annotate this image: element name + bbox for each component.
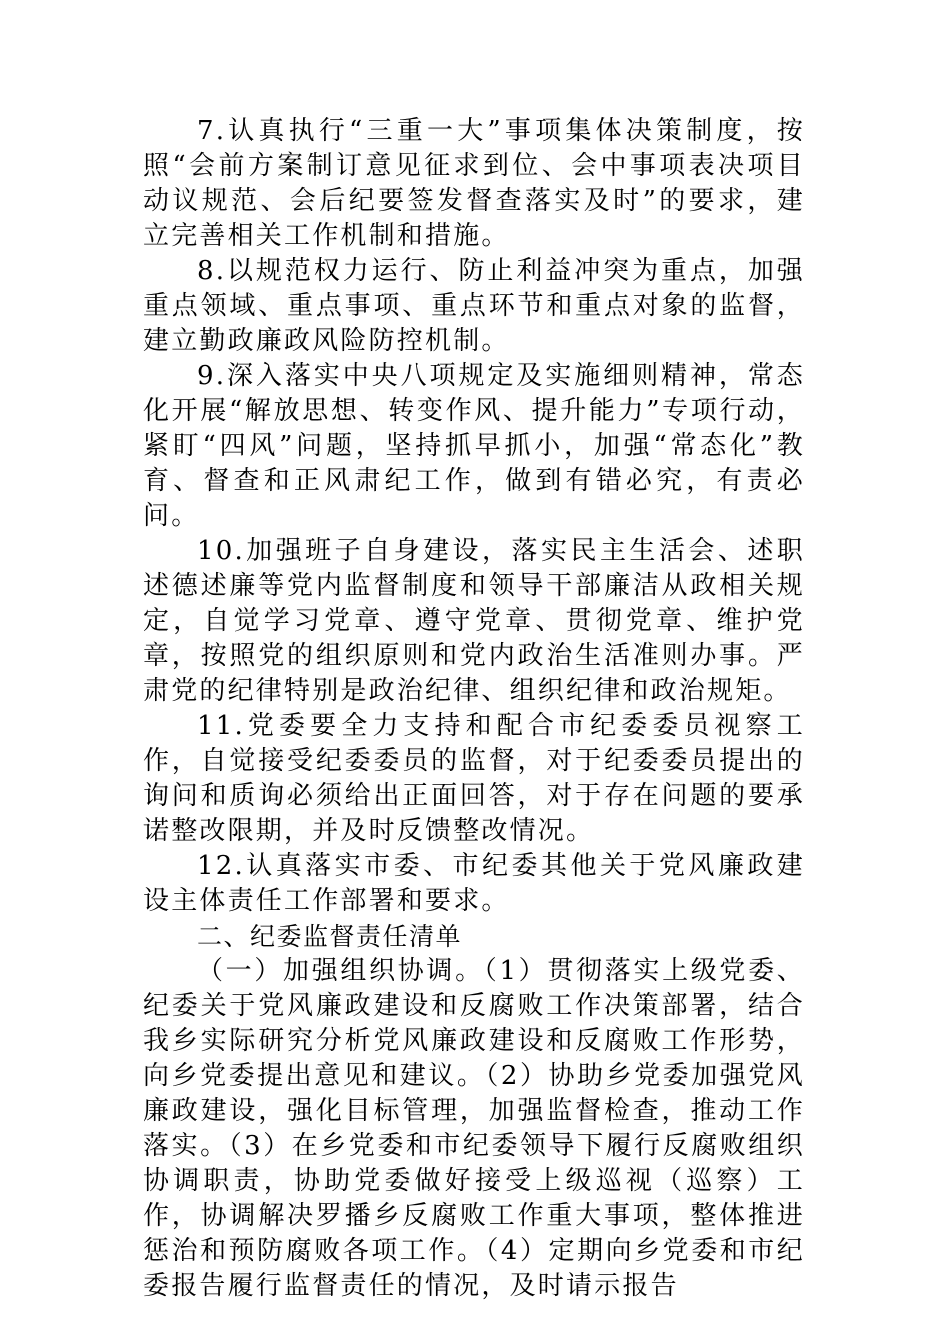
- paragraph-item-10: 10.加强班子自身建设，落实民主生活会、述职述德述廉等党内监督制度和领导干部廉洁从政相关规定，自觉学习党章、遵守党章、贯彻党章、维护党章，按照党的组织原则和党内政治生活准则办事。严肃党的纪律特别是政治纪律、组织纪律和政治规矩。: [143, 536, 805, 706]
- section-paragraph: （一）加强组织协调。（1）贯彻落实上级党委、纪委关于党风廉政建设和反腐败工作决策部署，结合我乡实际研究分析党风廉政建设和反腐败工作形势，向乡党委提出意见和建议。（2）协助乡党委加强党风廉政建设，强化目标管理，加强监督检查，推动工作落实。（3）在乡党委和市纪委领导下履行反腐败组织协调职责，协助党委做好接受上级巡视（巡察）工作，协调解决罗播乡反腐败工作重大事项，整体推进惩治和预防腐败各项工作。（4）定期向乡党委和市纪委报告履行监督责任的情况，及时请示报告: [143, 956, 805, 1301]
- document-body: [143, 114, 805, 1304]
- paragraph-item-9: 9.深入落实中央八项规定及实施细则精神，常态化开展“解放思想、转变作风、提升能力”专项行动，紧盯“四风”问题，坚持抓早抓小，加强“常态化”教育、督查和正风肃纪工作，做到有错必究，有责必问。: [143, 361, 805, 531]
- paragraph-item-11: 11.党委要全力支持和配合市纪委委员视察工作，自觉接受纪委委员的监督，对于纪委委员提出的询问和质询必须给出正面回答，对于存在问题的要承诺整改限期，并及时反馈整改情况。: [143, 711, 805, 846]
- paragraph-item-7: 7.认真执行“三重一大”事项集体决策制度，按照“会前方案制订意见征求到位、会中事项表决项目动议规范、会后纪要签发督查落实及时”的要求，建立完善相关工作机制和措施。: [143, 116, 805, 251]
- paragraph-item-8: 8.以规范权力运行、防止利益冲突为重点，加强重点领域、重点事项、重点环节和重点对象的监督，建立勤政廉政风险防控机制。: [143, 256, 805, 356]
- paragraph-item-12: 12.认真落实市委、市纪委其他关于党风廉政建设主体责任工作部署和要求。: [143, 851, 805, 916]
- section-heading: 二、纪委监督责任清单: [197, 922, 463, 951]
